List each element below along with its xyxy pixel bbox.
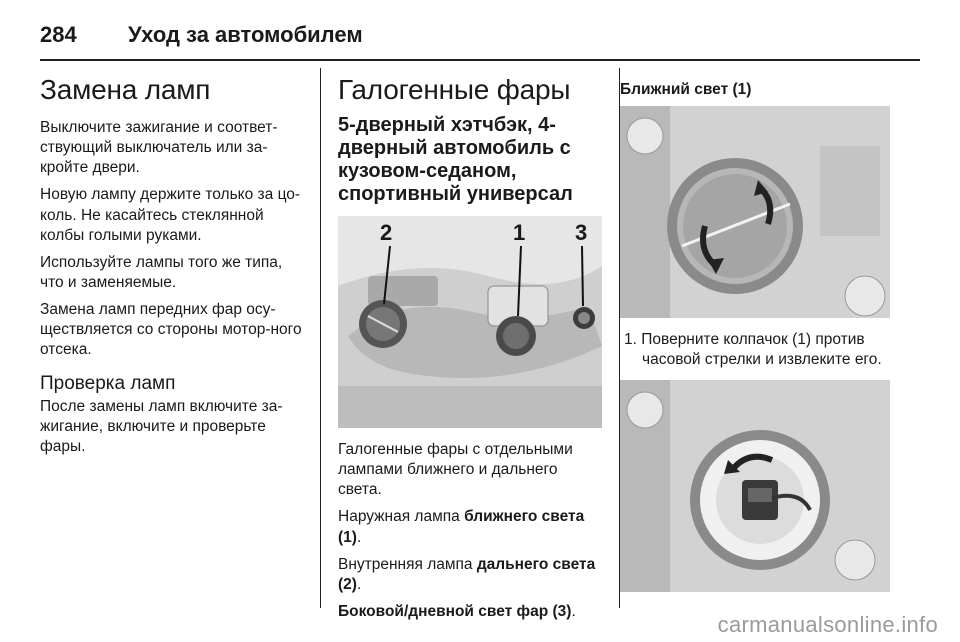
low-beam-cap-photo <box>620 106 890 318</box>
photo-label-3: 3 <box>575 220 588 245</box>
subsection-title-lamp-check: Проверка ламп <box>40 372 176 394</box>
column-2 <box>338 68 604 629</box>
column-1 <box>40 68 302 464</box>
step-number: 1. <box>624 331 637 349</box>
inner-lamp-suffix: . <box>356 575 362 593</box>
paragraph: Выключите зажигание и соответ-ствующий выключатель или за-кройте двери. <box>40 119 278 177</box>
side-lamp-text <box>338 602 604 622</box>
running-title: Уход за автомобилем <box>128 22 363 47</box>
headlight-photo <box>338 216 602 428</box>
inner-lamp-bold: дальнего света (2) <box>338 555 596 593</box>
inner-lamp-prefix: Внутренняя лампа <box>338 555 477 573</box>
page-number: 284 <box>40 22 77 47</box>
section-title-lamp-replacement: Замена ламп <box>40 74 211 105</box>
body-types-heading: 5-дверный хэтчбэк, 4-дверный автомобиль с кузовом-седаном, спортивный универсал <box>338 114 573 205</box>
instruction-steps <box>620 330 910 370</box>
low-beam-heading: Ближний свет (1) <box>620 81 752 98</box>
photo-caption: Галогенные фары с отдельными лампами ближнего и дальнего света. <box>338 441 573 499</box>
outer-lamp-bold: ближнего света (1) <box>338 508 585 546</box>
step-item <box>620 330 910 370</box>
outer-lamp-suffix: . <box>356 528 362 546</box>
watermark: carmanualsonline.info <box>717 612 938 637</box>
inner-lamp-text <box>338 555 604 595</box>
header-rule <box>40 59 920 61</box>
photo-label-2: 2 <box>380 220 393 245</box>
paragraph: После замены ламп включите за-жигание, включите и проверьте фары. <box>40 397 283 455</box>
outer-lamp-prefix: Наружная лампа <box>338 508 465 526</box>
step-text: Поверните колпачок (1) против часовой стрелки и извлеките его. <box>641 331 882 369</box>
paragraph: Замена ламп передних фар осу-ществляется со стороны мотор-ного отсека. <box>40 301 302 359</box>
section-title-halogen-headlights: Галогенные фары <box>338 74 571 105</box>
outer-lamp-text <box>338 507 604 547</box>
paragraph: Используйте лампы того же типа, что и заменяемые. <box>40 253 283 291</box>
cap-rotation-illustration <box>620 106 890 318</box>
side-lamp-suffix: . <box>571 602 576 620</box>
paragraph: Новую лампу держите только за цо-коль. Не касайтесь стеклянной колбы голыми руками. <box>40 186 301 244</box>
column-3 <box>620 68 910 592</box>
side-lamp-bold: Боковой/дневной свет фар (3) <box>338 602 572 620</box>
connector-photo <box>620 380 890 592</box>
connector-illustration <box>620 380 890 592</box>
column-divider-left <box>320 68 321 608</box>
photo-label-1: 1 <box>513 220 526 245</box>
page-header <box>40 14 920 54</box>
engine-bay-illustration <box>338 216 602 428</box>
